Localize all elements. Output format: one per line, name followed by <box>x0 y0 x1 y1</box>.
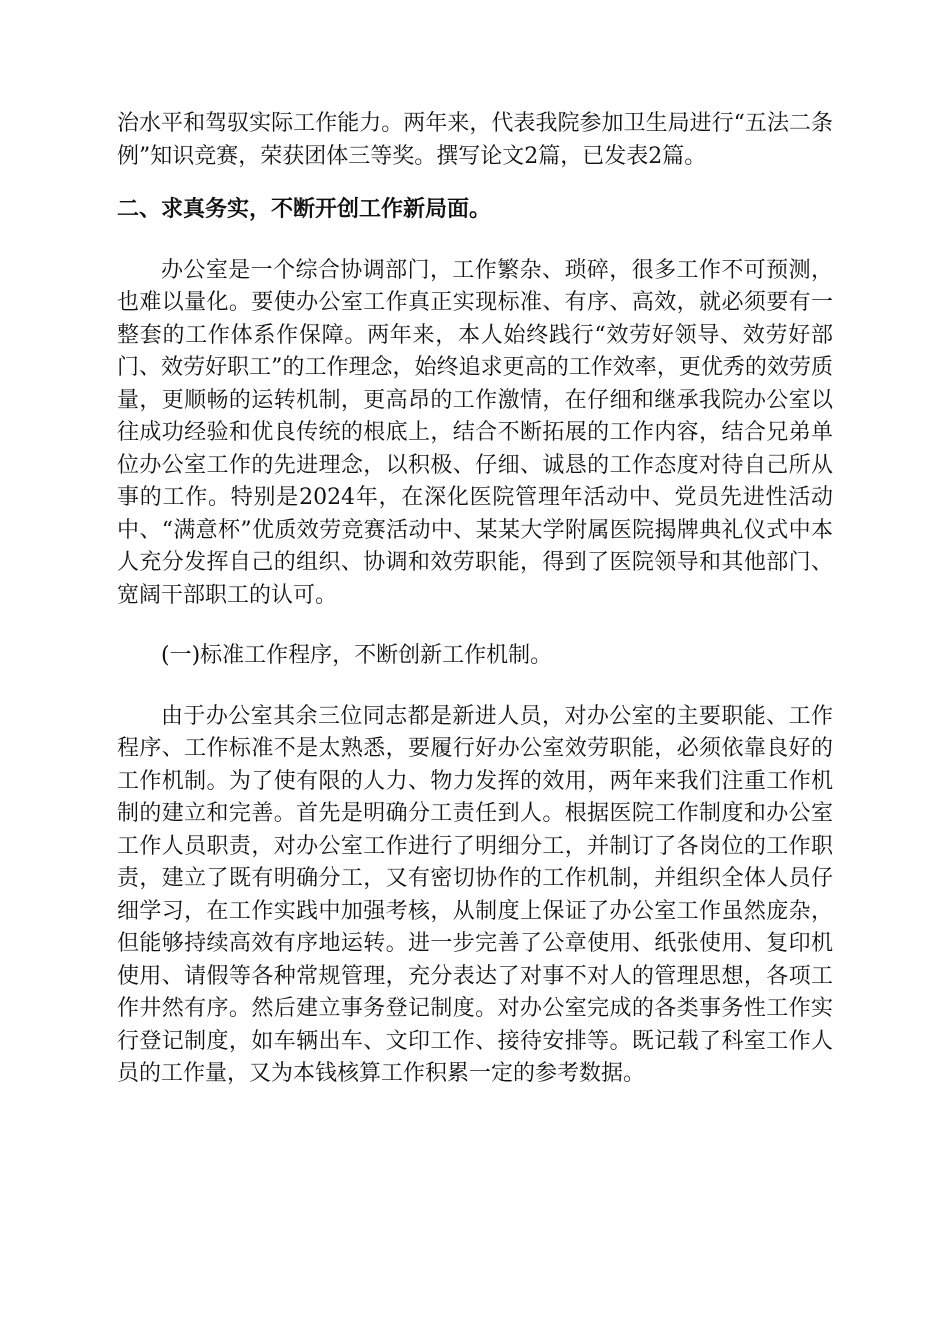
paragraph-work-mechanism: 由于办公室其余三位同志都是新进人员，对办公室的主要职能、工作程序、工作标准不是太熟悉，要履行好办公室效劳职能，必须依靠良好的工作机制。为了使有限的人力、物力发挥的效用，两年来我们注重工作机制的建立和完善。首先是明确分工责任到人。根据医院工作制度和办公室工作人员职责，对办公室工作进行了明细分工，并制订了各岗位的工作职责，建立了既有明确分工，又有密切协作的工作机制，并组织全体人员仔细学习，在工作实践中加强考核，从制度上保证了办公室工作虽然庞杂，但能够持续高效有序地运转。进一步完善了公章使用、纸张使用、复印机使用、请假等各种常规管理，充分表达了对事不对人的管理思想，各项工作井然有序。然后建立事务登记制度。对办公室完成的各类事务性工作实行登记制度，如车辆出车、文印工作、接待安排等。既记载了科室工作人员的工作量，又为本钱核算工作积累一定的参考数据。 <box>117 703 833 1086</box>
subsection-heading: (一)标准工作程序，不断创新工作机制。 <box>161 643 553 668</box>
paragraph-continuation: 治水平和驾驭实际工作能力。两年来，代表我院参加卫生局进行“五法二条例”知识竞赛，荣获团体三等奖。撰写论文2篇，已发表2篇。 <box>117 111 833 169</box>
paragraph-office-overview: 办公室是一个综合协调部门，工作繁杂、琐碎，很多工作不可预测，也难以量化。要使办公室工作真正实现标准、有序、高效，就必须要有一整套的工作体系作保障。两年来，本人始终践行“效劳好领导、效劳好部门、效劳好职工”的工作理念，始终追求更高的工作效率，更优秀的效劳质量，更顺畅的运转机制，更高昂的工作激情，在仔细和继承我院办公室以往成功经验和优良传统的根底上，结合不断拓展的工作内容，结合兄弟单位办公室工作的先进理念，以积极、仔细、诚恳的工作态度对待自己所从事的工作。特别是2024年，在深化医院管理年活动中、党员先进性活动中、“满意杯”优质效劳竞赛活动中、某某大学附属医院揭牌典礼仪式中本人充分发挥自己的组织、协调和效劳职能，得到了医院领导和其他部门、宽阔干部职工的认可。 <box>117 257 833 608</box>
document-body <box>117 108 833 1091</box>
section-heading: 二、求真务实，不断开创工作新局面。 <box>117 197 492 222</box>
